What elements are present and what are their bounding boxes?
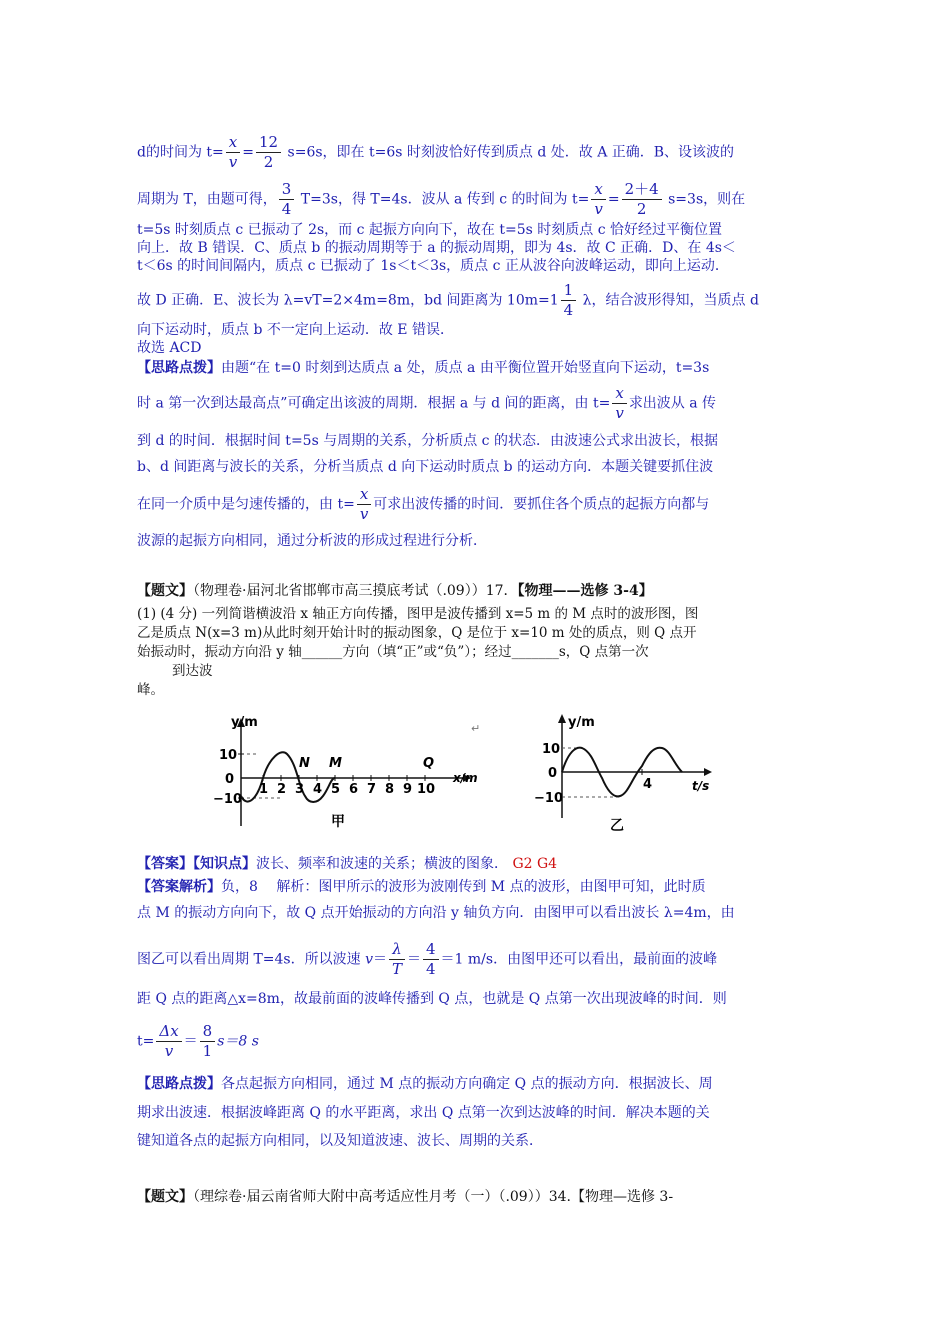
question-tag: 【题文】: [137, 1189, 193, 1205]
y-axis-arrow: [558, 714, 566, 723]
p2-line-2: 时 a 第一次到达最高点”可确定出该波的周期．根据 a 与 d 间的距离，由 t= $\frac{x}{v}$ 求出波从 a 传: [137, 384, 717, 422]
t-axis-arrow: [704, 768, 712, 776]
x-tick-10: 10: [417, 782, 436, 797]
p1-line-1: d的时间为 t= $\frac{x}{v}$ = $\frac{12}{2}$ s=6s，即在 t=6s 时刻波恰好传到质点 d 处．故 A 正确．B、设该波的: [137, 133, 735, 171]
question-line-2: (1) (4 分) 一列简谐横波沿 x 轴正方向传播，图甲是波传播到 x=5 m 的 M 点时的波形图，图: [137, 606, 699, 622]
p2-line-1: 【思路点拨】由题“在 t=0 时刻到达质点 a 处，质点 a 由平衡位置开始竖直向下运动，t=3s: [137, 360, 710, 376]
fraction-12-over-2: $\frac{12}{2}$: [256, 133, 281, 172]
fraction-3-over-4: $\frac{3}{4}$: [279, 180, 295, 219]
y-axis-label: y/m: [568, 715, 595, 730]
point-label-m: M: [329, 756, 342, 771]
answer-line-6: t= $\frac{\Delta x}{v}$ ＝ $\frac{8}{1}$ s＝8 s: [137, 1022, 259, 1060]
x-tick-1: 1: [259, 782, 269, 797]
answer-line-2: 【答案解析】负，8 解析：图甲所示的波形为波刚传到 M 点的波形，由图甲可知，此时质: [137, 879, 706, 895]
p3-line-3: 键知道各点的起振方向相同，以及知道波速、波长、周期的关系．: [137, 1133, 543, 1149]
knowledge-codes: G2 G4: [512, 856, 558, 872]
x-tick-9: 9: [403, 782, 413, 797]
p1-line-7: 向下运动时，质点 b 不一定向上运动．故 E 错误．: [137, 322, 454, 338]
fraction-lambda-over-t: $\frac{\lambda}{T}$: [389, 940, 405, 979]
question-2-heading: 【题文】（理综卷·届云南省师大附中高考适应性月考（一）（.09））34.【物理—选修 3-: [137, 1189, 674, 1205]
figure-vibration-graph: [524, 708, 724, 833]
fraction-8-over-1: $\frac{8}{1}$: [200, 1022, 216, 1061]
p1-line-3: t=5s 时刻质点 c 已振动了 2s，而 c 起振方向向下，故在 t=5s 时刻质点 c 恰好经过平衡位置: [137, 222, 723, 238]
y-tick-neg10: −10: [213, 792, 242, 807]
question-line-5: 到达波: [172, 663, 213, 679]
p1-line-4: 向上．故 B 错误．C、质点 b 的振动周期等于 a 的振动周期，即为 4s．故 C 正确．D、在 4s＜: [137, 240, 736, 256]
answer-line-5: 距 Q 点的距离△x=8m，故最前面的波峰传播到 Q 点，也就是 Q 点第一次出现波峰的时间．则: [137, 991, 727, 1007]
fraction-x-over-v: $\frac{x}{v}$: [226, 133, 240, 172]
hint-tag: 【思路点拨】: [137, 1076, 221, 1092]
x-tick-4: 4: [313, 782, 323, 797]
p1-line-8: 故选 ACD: [137, 340, 202, 356]
x-tick-8: 8: [385, 782, 395, 797]
fraction-x-over-v: $\frac{x}{v}$: [357, 485, 371, 524]
point-label-n: N: [299, 756, 310, 771]
fraction-dx-over-v: $\frac{\Delta x}{v}$: [156, 1022, 181, 1061]
x-tick-2: 2: [277, 782, 287, 797]
question-line-3: 乙是质点 N(x=3 m)从此时刻开始计时的振动图象，Q 是位于 x=10 m 处的质点，则 Q 点开: [137, 625, 697, 641]
x-tick-3: 3: [295, 782, 305, 797]
question-line-6: 峰。: [137, 682, 164, 698]
return-mark: ↵: [471, 722, 481, 735]
y-tick-10: 10: [219, 748, 238, 763]
fraction-4-over-4: $\frac{4}{4}$: [423, 940, 439, 979]
p2-line-5: 在同一介质中是匀速传播的，由 t= $\frac{x}{v}$ 可求出波传播的时间．要抓住各个质点的起振方向都与: [137, 485, 710, 523]
question-heading: 【题文】（物理卷·届河北省邯郸市高三摸底考试（.09））17．【物理——选修 3-4】: [137, 583, 653, 599]
question-line-4: 始振动时，振动方向沿 y 轴______方向（填“正”或“负”）；经过_______s，Q 点第一次: [137, 644, 649, 660]
p1-line-5: t＜6s 的时间间隔内，质点 c 已振动了 1s＜t＜3s，质点 c 正从波谷向波峰运动，即向上运动．: [137, 258, 729, 274]
question-tag: 【题文】: [137, 583, 193, 599]
x-tick-5: 5: [331, 782, 341, 797]
x-tick-6: 6: [349, 782, 359, 797]
figure-caption-jia: 甲: [331, 814, 345, 830]
x-tick-7: 7: [367, 782, 377, 797]
y-tick-0: 0: [548, 766, 558, 781]
y-tick-10: 10: [542, 742, 561, 757]
fraction-x-over-v: $\frac{x}{v}$: [612, 384, 626, 423]
figure-caption-yi: 乙: [610, 818, 624, 833]
y-tick-neg10: −10: [534, 791, 563, 806]
t-tick-4: 4: [643, 777, 653, 792]
fraction-sum-over-2: $\frac{2+4}{2}$: [622, 180, 662, 219]
p2-line-3: 到 d 的时间．根据时间 t=5s 与周期的关系，分析质点 c 的状态．由波速公式求出波长，根据: [137, 433, 718, 449]
p3-line-2: 期求出波速．根据波峰距离 Q 的水平距离，求出 Q 点第一次到达波峰的时间．解决本题的关: [137, 1105, 710, 1121]
fraction-1-over-4: $\frac{1}{4}$: [561, 281, 577, 320]
answer-line-4: 图乙可以看出周期 T=4s．所以波速 v＝ $\frac{\lambda}{T}$ ＝ $\frac{4}{4}$ ＝1 m/s．由图甲还可以看出，最前面的波峰: [137, 940, 718, 978]
y-axis-label: y/m: [231, 715, 258, 730]
p1-line-6: 故 D 正确．E、波长为 λ=vT=2×4m=8m，bd 间距离为 10m=1 $\frac{1}{4}$ λ，结合波形得知，当质点 d: [137, 281, 759, 319]
answer-line-1: 【答案】【知识点】波长、频率和波速的关系；横波的图象． G2 G4: [137, 856, 558, 872]
x-axis-label: x/m: [453, 771, 478, 785]
fraction-x-over-v: $\frac{x}{v}$: [591, 180, 605, 219]
p2-line-4: b、d 间距离与波长的关系，分析当质点 d 向下运动时质点 b 的运动方向．本题关键要抓住波: [137, 459, 714, 475]
answer-line-3: 点 M 的振动方向向下，故 Q 点开始振动的方向沿 y 轴负方向．由图甲可以看出波长 λ=4m，由: [137, 905, 735, 921]
p3-line-1: 【思路点拨】各点起振方向相同，通过 M 点的振动方向确定 Q 点的振动方向．根据波长、周: [137, 1076, 713, 1092]
y-tick-0: 0: [225, 772, 235, 787]
hint-tag: 【思路点拨】: [137, 360, 221, 376]
p1-line-2: 周期为 T，由题可得， $\frac{3}{4}$ T=3s，得 T=4s．波从 a 传到 c 的时间为 t= $\frac{x}{v}$ = $\frac{2+4}{2}$ s=3s，则在: [137, 180, 746, 218]
figure-wave-graph: [205, 708, 495, 833]
point-label-q: Q: [423, 756, 435, 771]
t-axis-label: t/s: [692, 779, 710, 793]
p2-line-6: 波源的起振方向相同，通过分析波的形成过程进行分析．: [137, 533, 487, 549]
